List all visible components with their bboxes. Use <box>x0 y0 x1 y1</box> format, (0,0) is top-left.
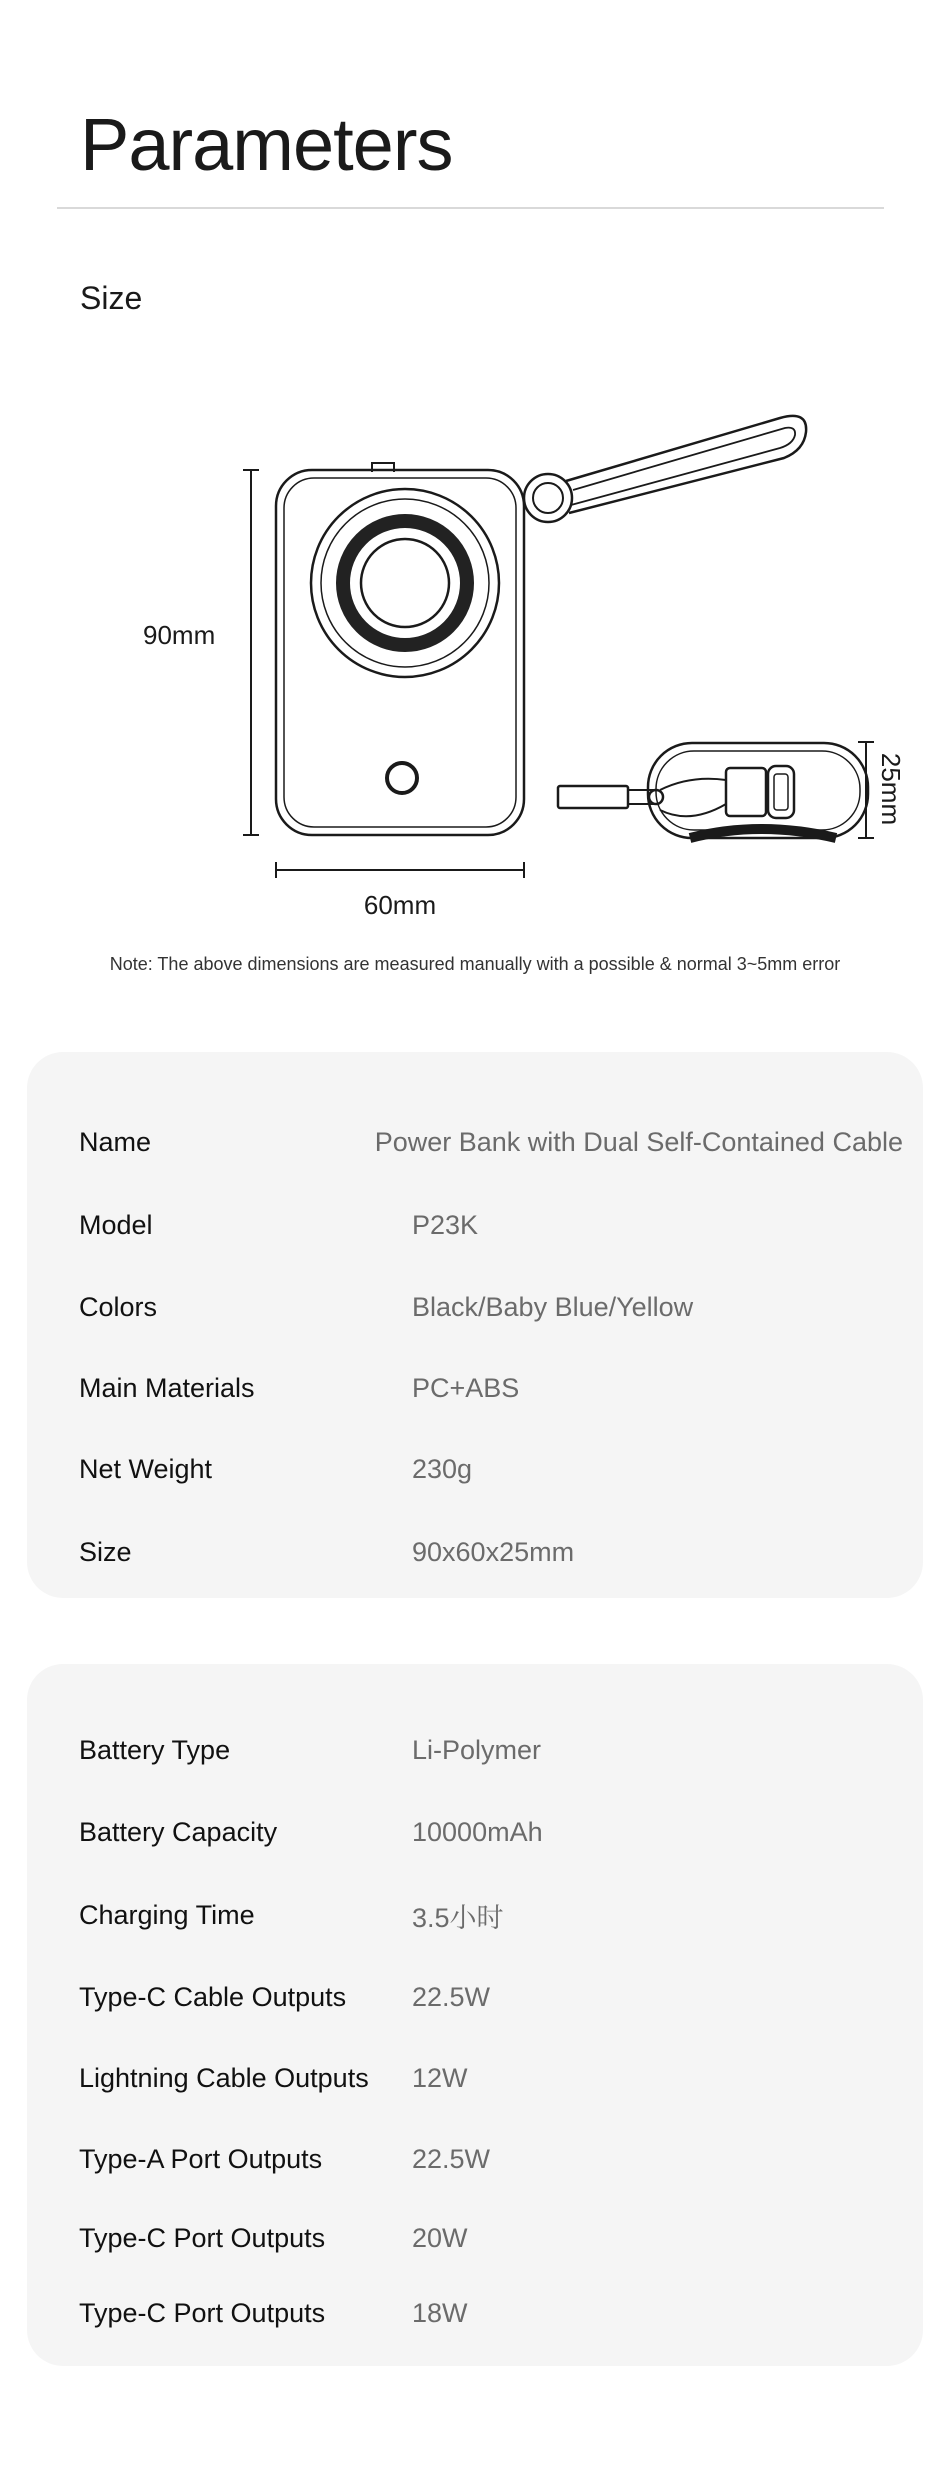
spec-label: Name <box>79 1126 152 1157</box>
spec-label: Main Materials <box>79 1372 255 1403</box>
lanyard-illustration <box>524 416 806 522</box>
spec-label: Type-C Cable Outputs <box>79 1981 347 2012</box>
spec-row <box>79 2293 903 2333</box>
spec-row <box>79 2058 903 2098</box>
spec-row <box>79 1449 903 1489</box>
spec-value: Li-Polymer <box>412 1734 542 1765</box>
spec-value: 230g <box>412 1453 473 1484</box>
spec-row <box>79 1730 903 1770</box>
spec-value: 10000mAh <box>412 1816 543 1847</box>
spec-row <box>79 2218 903 2258</box>
spec-label: Model <box>79 1209 153 1240</box>
spec-value: 18W <box>412 2297 468 2328</box>
spec-label: Type-C Port Outputs <box>79 2222 326 2253</box>
size-section-heading: Size <box>80 280 143 316</box>
measurement-note: Note: The above dimensions are measured manually with a possible & normal 3~5mm error <box>109 954 841 974</box>
spec-value: 3.5小时 <box>412 1902 504 1933</box>
spec-card-general <box>27 1052 923 1598</box>
spec-value: 12W <box>412 2062 468 2093</box>
height-dimension-line <box>243 470 259 835</box>
spec-value: 22.5W <box>412 1981 491 2012</box>
spec-label: Charging Time <box>79 1899 255 1930</box>
spec-value: 90x60x25mm <box>412 1536 575 1567</box>
spec-row <box>79 1812 903 1852</box>
spec-label: Colors <box>79 1291 158 1322</box>
spec-label: Lightning Cable Outputs <box>79 2062 369 2093</box>
spec-label: Battery Capacity <box>79 1816 278 1847</box>
spec-value: Black/Baby Blue/Yellow <box>412 1291 694 1322</box>
spec-row <box>79 1977 903 2017</box>
title-divider <box>57 207 884 209</box>
spec-row <box>79 1895 903 1935</box>
spec-value: 22.5W <box>412 2143 491 2174</box>
width-label: 60mm <box>363 890 437 920</box>
spec-value: Power Bank with Dual Self-Contained Cable <box>374 1126 903 1157</box>
spec-row <box>79 2139 903 2179</box>
spec-value: PC+ABS <box>412 1372 520 1403</box>
spec-row <box>79 1287 903 1327</box>
depth-label: 25mm <box>876 752 906 826</box>
height-label: 90mm <box>143 620 216 650</box>
spec-label: Size <box>79 1536 132 1567</box>
spec-row <box>79 1368 903 1408</box>
spec-label: Type-A Port Outputs <box>79 2143 323 2174</box>
power-bank-side-illustration <box>558 743 868 838</box>
page-title: Parameters <box>80 103 453 186</box>
spec-value: P23K <box>412 1209 479 1240</box>
spec-row <box>79 1122 903 1162</box>
spec-value: 20W <box>412 2222 468 2253</box>
spec-card-battery <box>27 1664 923 2366</box>
spec-label: Net Weight <box>79 1453 213 1484</box>
power-bank-front-illustration <box>276 463 524 835</box>
spec-row <box>79 1532 903 1572</box>
spec-label: Battery Type <box>79 1734 231 1765</box>
spec-row <box>79 1205 903 1245</box>
spec-label: Type-C Port Outputs <box>79 2297 326 2328</box>
width-dimension-line <box>276 862 524 878</box>
size-diagram <box>0 380 950 960</box>
